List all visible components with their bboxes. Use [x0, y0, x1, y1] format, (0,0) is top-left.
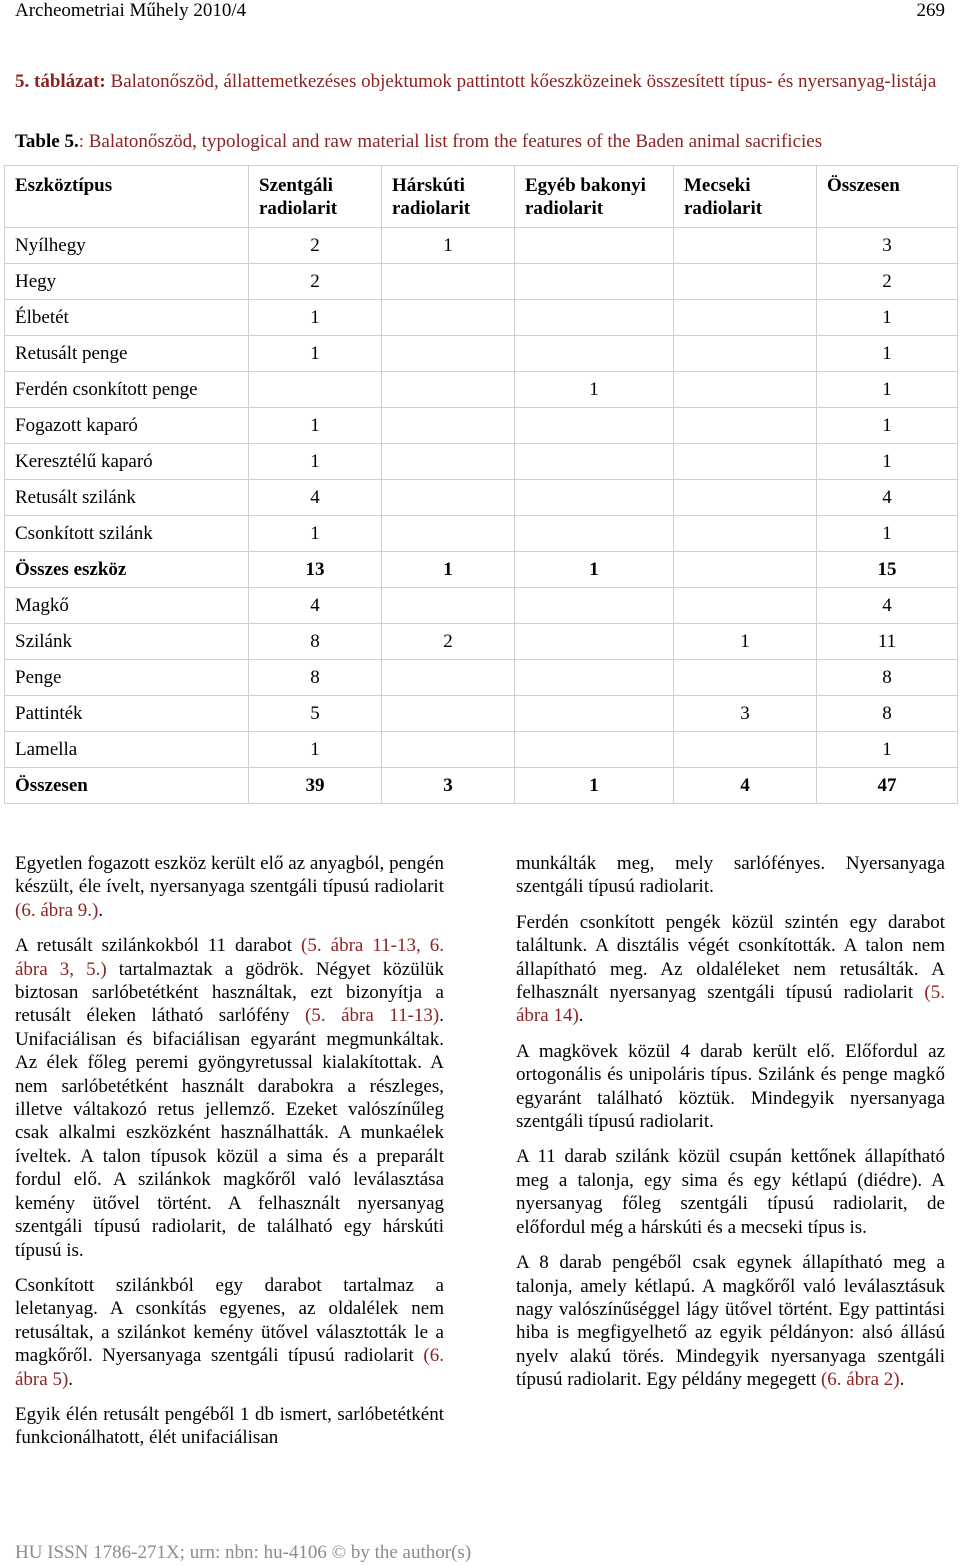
- paragraph: [15, 852, 444, 922]
- paragraph: [15, 934, 444, 1262]
- table-cell: 1: [515, 372, 674, 408]
- table-cell: 4: [249, 588, 382, 624]
- table-cell: 4: [249, 480, 382, 516]
- table-cell: 4: [674, 768, 817, 804]
- table-cell: 1: [817, 372, 958, 408]
- row-label: Retusált szilánk: [5, 480, 249, 516]
- row-label: Retusált penge: [5, 336, 249, 372]
- table-cell: [674, 660, 817, 696]
- journal-title: Archeometriai Műhely 2010/4: [15, 0, 247, 21]
- row-label: Csonkított szilánk: [5, 516, 249, 552]
- text-segment: A retusált szilánkokból 11 darabot: [15, 935, 302, 957]
- row-label: Hegy: [5, 264, 249, 300]
- table-row: [5, 624, 958, 660]
- row-label: Keresztélű kaparó: [5, 444, 249, 480]
- table-cell: 3: [674, 696, 817, 732]
- header-cell: Szentgáli radiolarit: [249, 166, 382, 228]
- table-cell: 5: [249, 696, 382, 732]
- table-cell: [674, 336, 817, 372]
- table-row: [5, 732, 958, 768]
- text-segment: .: [578, 1005, 584, 1027]
- footer-issn: HU ISSN 1786-271X; urn: nbn: hu-4106 © by the author(s): [15, 1542, 472, 1563]
- table-cell: [382, 732, 515, 768]
- table-caption-hungarian: [15, 70, 946, 93]
- table-body: [5, 228, 958, 804]
- table-row: [5, 552, 958, 588]
- figure-reference: (5. ábra 11-13): [304, 1005, 440, 1027]
- table-cell: 1: [817, 336, 958, 372]
- table-cell: 2: [249, 264, 382, 300]
- table-caption-english: [15, 130, 946, 153]
- table-cell: [515, 228, 674, 264]
- paragraph: [516, 1040, 945, 1134]
- text-segment: A magkövek közül 4 darab került elő. Előfordul az ortogonális és unipoláris típus. Szilánk és penge magkő egyaránt található köztük. Mindegyik nyersanyaga szentgáli típusú radiolarit.: [516, 1040, 945, 1133]
- table-cell: [674, 228, 817, 264]
- figure-reference: (5. ábra 14): [516, 982, 945, 1027]
- table-cell: 1: [249, 300, 382, 336]
- text-segment: tartalmaztak a gödrök. Négyet közülük biztosan sarlóbetétként használtak, ezt bizonyítja a retusált éleken látható sarlófény: [15, 958, 444, 1027]
- table-cell: 2: [817, 264, 958, 300]
- text-segment: .: [98, 899, 104, 921]
- table-cell: [382, 516, 515, 552]
- table-cell: [515, 732, 674, 768]
- header-cell: Hárskúti radiolarit: [382, 166, 515, 228]
- table-cell: [674, 264, 817, 300]
- header-cell: Eszköztípus: [5, 166, 249, 228]
- table-cell: [249, 372, 382, 408]
- row-label: Pattinték: [5, 696, 249, 732]
- table-row: [5, 444, 958, 480]
- page-number: 269: [916, 0, 945, 21]
- figure-reference: (5. ábra 11-13, 6. ábra 3, 5.): [15, 935, 444, 980]
- table-cell: [382, 588, 515, 624]
- table-cell: [382, 264, 515, 300]
- row-label: Összesen: [5, 768, 249, 804]
- table-cell: 1: [382, 552, 515, 588]
- table-row: [5, 660, 958, 696]
- text-segment: .: [68, 1368, 74, 1390]
- table-cell: 1: [817, 300, 958, 336]
- header-cell: Összesen: [817, 166, 958, 228]
- table-cell: 1: [817, 516, 958, 552]
- figure-reference: (6. ábra 2): [820, 1369, 900, 1391]
- table-cell: 1: [382, 228, 515, 264]
- row-label: Ferdén csonkított penge: [5, 372, 249, 408]
- table-cell: 47: [817, 768, 958, 804]
- table-cell: [382, 408, 515, 444]
- caption-text-hu: Balatonőszöd, állattemetkezéses objektumok pattintott kőeszközeinek összesített típus- és nyersanyag-listája: [110, 71, 937, 92]
- table-cell: [515, 624, 674, 660]
- table-cell: 8: [249, 660, 382, 696]
- text-column-right: [516, 852, 945, 1404]
- table-cell: 8: [817, 696, 958, 732]
- table-cell: 2: [382, 624, 515, 660]
- table-cell: [674, 516, 817, 552]
- paragraph: [516, 852, 945, 899]
- paragraph: [516, 1251, 945, 1391]
- table-row: [5, 696, 958, 732]
- table-cell: 1: [249, 732, 382, 768]
- caption-label-en: Table 5.: [15, 131, 79, 152]
- table-cell: 1: [249, 408, 382, 444]
- table-cell: [382, 336, 515, 372]
- caption-label-hu: 5. táblázat:: [15, 71, 106, 92]
- table-cell: [515, 264, 674, 300]
- table-cell: [382, 444, 515, 480]
- header-cell: Mecseki radiolarit: [674, 166, 817, 228]
- table-row: [5, 300, 958, 336]
- header-cell: Egyéb bakonyi radiolarit: [515, 166, 674, 228]
- text-segment: .: [899, 1369, 905, 1391]
- table-cell: [674, 732, 817, 768]
- paragraph: [15, 1274, 444, 1391]
- row-label: Szilánk: [5, 624, 249, 660]
- table-cell: 1: [817, 444, 958, 480]
- paragraph: [516, 1145, 945, 1239]
- row-label: Összes eszköz: [5, 552, 249, 588]
- paragraph: [15, 1403, 444, 1450]
- table-row: [5, 372, 958, 408]
- table-row: [5, 516, 958, 552]
- caption-text-en: : Balatonőszöd, typological and raw material list from the features of the Baden animal sacrificies: [78, 131, 823, 152]
- text-segment: Egyetlen fogazott eszköz került elő az anyagból, pengén készült, éle ívelt, nyersanyaga szentgáli típusú radiolarit: [15, 853, 444, 898]
- row-label: Élbetét: [5, 300, 249, 336]
- table-cell: 4: [817, 588, 958, 624]
- table-cell: [515, 336, 674, 372]
- table-cell: [674, 480, 817, 516]
- table-row: [5, 408, 958, 444]
- table-cell: [674, 372, 817, 408]
- table-row: [5, 480, 958, 516]
- row-label: Lamella: [5, 732, 249, 768]
- table-cell: 3: [817, 228, 958, 264]
- table-cell: [515, 516, 674, 552]
- table-cell: 1: [674, 624, 817, 660]
- row-label: Penge: [5, 660, 249, 696]
- text-segment: Egyik élén retusált pengéből 1 db ismert, sarlóbetétként funkcionálhatott, élét unifaciálisan: [15, 1403, 444, 1449]
- table-cell: [674, 588, 817, 624]
- table-cell: 8: [817, 660, 958, 696]
- table-cell: 2: [249, 228, 382, 264]
- table-row: [5, 336, 958, 372]
- text-segment: munkálták meg, mely sarlófényes. Nyersanyaga szentgáli típusú radiolarit.: [516, 853, 945, 898]
- table-cell: [515, 444, 674, 480]
- table-row: [5, 588, 958, 624]
- table-cell: [515, 588, 674, 624]
- table-header-row: [5, 166, 958, 228]
- table-cell: [674, 300, 817, 336]
- row-label: Nyílhegy: [5, 228, 249, 264]
- figure-reference: (6. ábra 9.): [15, 899, 99, 921]
- table-cell: 1: [817, 408, 958, 444]
- table-cell: [515, 696, 674, 732]
- table-cell: 1: [249, 444, 382, 480]
- table-cell: 11: [817, 624, 958, 660]
- table-cell: 39: [249, 768, 382, 804]
- row-label: Fogazott kaparó: [5, 408, 249, 444]
- table-cell: 4: [817, 480, 958, 516]
- table-cell: 1: [515, 552, 674, 588]
- table-cell: 13: [249, 552, 382, 588]
- table-row: [5, 228, 958, 264]
- table-cell: [382, 696, 515, 732]
- table-cell: 1: [249, 516, 382, 552]
- table-cell: 15: [817, 552, 958, 588]
- table-cell: [674, 444, 817, 480]
- table-cell: [515, 300, 674, 336]
- page-header: [15, 0, 945, 26]
- figure-reference: (6. ábra 5): [15, 1345, 444, 1390]
- table-cell: [382, 300, 515, 336]
- table-cell: [515, 660, 674, 696]
- table-cell: [382, 660, 515, 696]
- table-row: [5, 768, 958, 804]
- table-row: [5, 264, 958, 300]
- table-cell: [382, 372, 515, 408]
- row-label: Magkő: [5, 588, 249, 624]
- table-cell: [515, 480, 674, 516]
- table-cell: [515, 408, 674, 444]
- text-segment: A 11 darab szilánk közül csupán kettőnek állapítható meg a talonja, egy sima és egy kétlapú (diédre). A nyersanyag főleg szentgáli típusú radiolarit, de előfordul még a hárskúti és a mecseki típus is.: [516, 1146, 945, 1238]
- table-cell: [674, 408, 817, 444]
- table-cell: 3: [382, 768, 515, 804]
- material-table: [4, 165, 958, 804]
- text-segment: Ferdén csonkított pengék közül szintén egy darabot találtunk. A disztális végét csonkították. A talon nem állapítható meg. Az oldaléleket nem retusálták. A felhasznált nyersanyag szentgáli típusú radiolarit: [516, 911, 945, 1004]
- table-cell: 1: [817, 732, 958, 768]
- text-segment: . Unifaciálisan és bifaciálisan egyaránt megmunkáltak. Az élek főleg peremi gyöngyretussal kialakítottak. A nem sarlóbetétként használt darabokra a részleges, illetve váltakozó retus jellemző. Ezeket valószínűleg csak alkalmi eszközként használhatták. A munkaélek íveltek. A talon típusok közül a sima és a preparált fordul elő. A szilánkok magkőről való leválasztása kemény ütővel történt. A felhasznált nyersanyag szentgáli típusú radiolarit, de található egy hárskúti típusú is.: [15, 1005, 444, 1261]
- text-segment: Csonkított szilánkból egy darabot tartalmaz a leletanyag. A csonkítás egyenes, az oldalélek nem retusáltak, a szilánkot kemény ütővel választották le a magkőről. Nyersanyaga szentgáli típusú radiolarit: [15, 1274, 444, 1367]
- text-column-left: [15, 852, 444, 1462]
- table-cell: 1: [515, 768, 674, 804]
- text-segment: A 8 darab pengéből csak egynek állapítható meg a talonja, amely kétlapú. A magkőről való leválasztásuk nagy valószínűséggel lágy ütővel történt. Egy pattintási hiba is megfigyelhető az egyik példányon: alsó állású nyelv alakú törés. Mindegyik nyersanyaga szentgáli típusú radiolarit. Egy példány megegett: [516, 1252, 945, 1391]
- table-cell: [382, 480, 515, 516]
- table-cell: 1: [249, 336, 382, 372]
- table-cell: 8: [249, 624, 382, 660]
- table-cell: [674, 552, 817, 588]
- paragraph: [516, 911, 945, 1028]
